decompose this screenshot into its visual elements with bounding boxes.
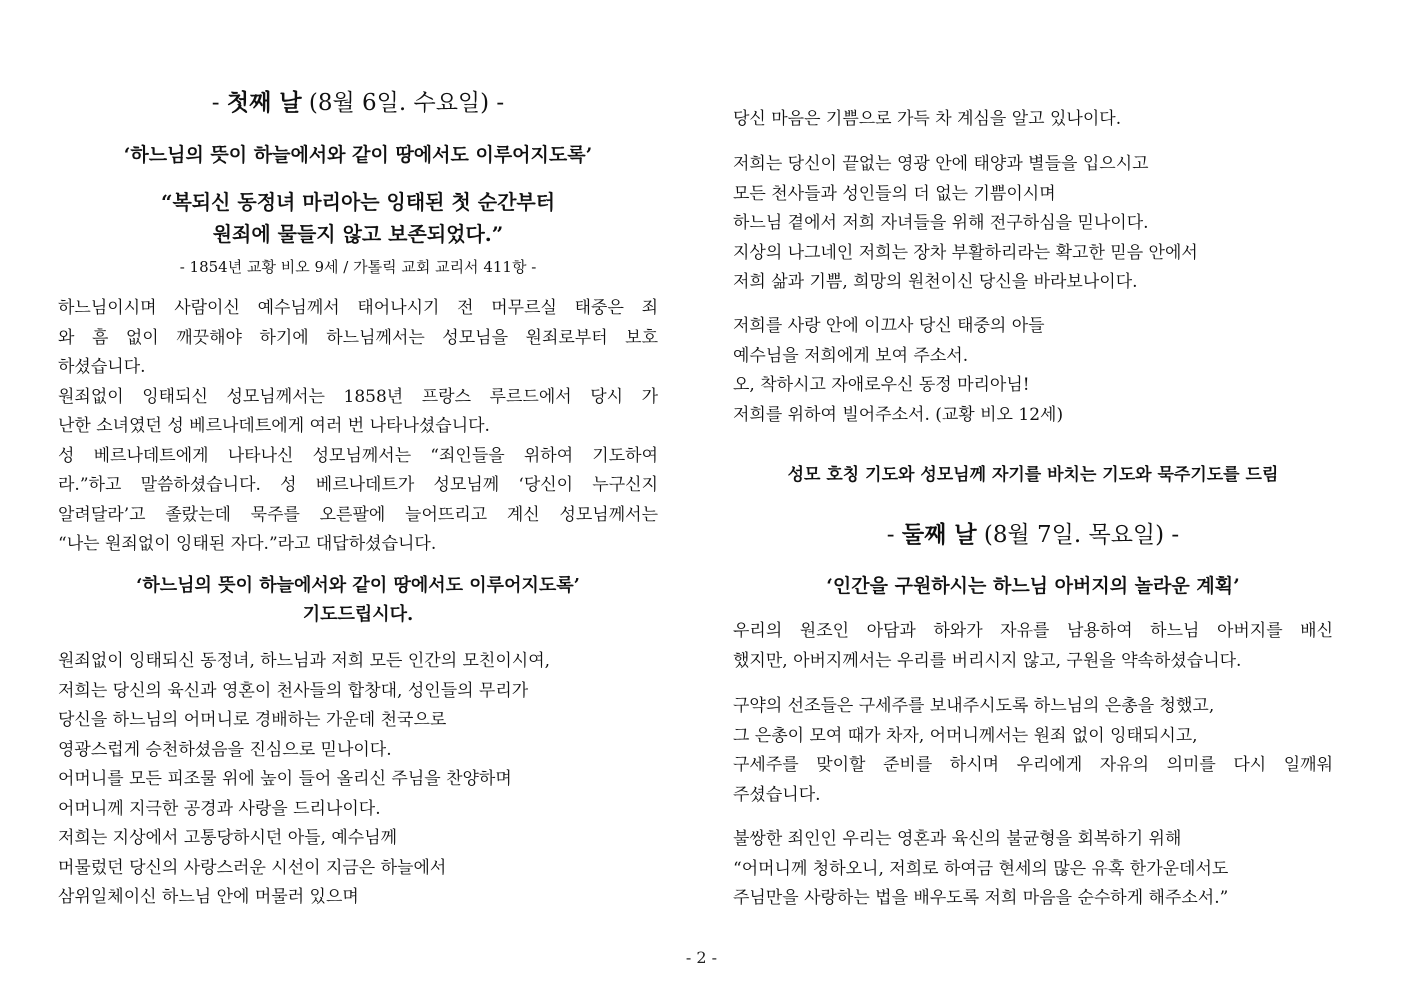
day1-heading-title: 첫째 날 <box>226 89 302 116</box>
intro-line: 하느님이시며 사람이신 예수님께서 태어나시기 전 머무르실 태중은 죄 <box>58 298 658 318</box>
day2-heading-prefix: - <box>886 522 902 548</box>
prayer-instruction: 성모 호칭 기도와 성모님께 자기를 바치는 기도와 묵주기도를 드림 <box>787 465 1279 485</box>
intro-line: 하셨습니다. <box>58 357 146 377</box>
paragraph-line: 주셨습니다. <box>733 784 821 805</box>
paragraph-line: 했지만, 아버지께서는 우리를 버리시지 않고, 구원을 약속하셨습니다. <box>733 650 1242 671</box>
prayer-line: 저희는 당신의 육신과 영혼이 천사들의 합창대, 성인들의 무리가 <box>58 680 529 701</box>
prayer-line: 당신을 하느님의 어머니로 경배하는 가운데 천국으로 <box>58 710 447 730</box>
day1-quote-line2: 원죄에 물들지 않고 보존되었다.” <box>212 222 504 246</box>
intro-line: 와 흠 없이 깨끗해야 하기에 하느님께서는 성모님을 원죄로부터 보호 <box>58 327 658 348</box>
page-number: - 2 - <box>685 948 718 967</box>
paragraph-line: 저희를 위하여 빌어주소서. (교황 비오 12세) <box>733 404 1064 425</box>
paragraph-line: 모든 천사들과 성인들의 더 없는 기쁨이시며 <box>733 183 1056 204</box>
prayer-line: 영광스럽게 승천하셨음을 진심으로 믿나이다. <box>58 739 392 760</box>
prayer-line: 머물렀던 당신의 사랑스러운 시선이 지금은 하늘에서 <box>58 857 447 878</box>
day1-quote-line1: “복되신 동정녀 마리아는 잉태된 첫 순간부터 <box>160 190 556 214</box>
right-paragraph-5 <box>733 825 1333 914</box>
paragraph-line: 예수님을 저희에게 보여 주소서. <box>733 345 969 366</box>
paragraph-line: 구세주를 맞이할 준비를 하시며 우리에게 자유의 의미를 다시 일깨워 <box>733 755 1333 775</box>
intro-line: 성 베르나데트에게 나타나신 성모님께서는 “죄인들을 위하여 기도하여 <box>58 445 658 466</box>
prayer-line: 원죄없이 잉태되신 동정녀, 하느님과 저희 모든 인간의 모친이시여, <box>58 651 551 671</box>
paragraph-line: 불쌍한 죄인인 우리는 영혼과 육신의 불균형을 회복하기 위해 <box>733 829 1182 849</box>
day2-heading-title: 둘째 날 <box>901 521 977 548</box>
paragraph-line: 오, 착하시고 자애로우신 동정 마리아님! <box>733 375 1030 395</box>
intro-paragraph <box>58 294 658 560</box>
day1-quote-source: - 1854년 교황 비오 9세 / 가톨릭 교회 교리서 411항 - <box>179 258 537 276</box>
day1-theme: ‘하느님의 뜻이 하늘에서와 같이 땅에서도 이루어지도록’ <box>123 144 593 166</box>
right-paragraph-2 <box>733 312 1333 430</box>
paragraph-line: 주님만을 사랑하는 법을 배우도록 저희 마음을 순수하게 해주소서.” <box>733 888 1229 908</box>
day2-heading-date: (8월 7일. 목요일) - <box>976 522 1180 548</box>
intro-line: 라.”하고 말씀하셨습니다. 성 베르나데트가 성모님께 ‘당신이 누구신지 <box>58 475 658 495</box>
right-paragraph-3 <box>733 617 1333 676</box>
right-paragraph-1 <box>733 150 1333 298</box>
continued-line: 당신 마음은 기쁨으로 가득 차 계심을 알고 있나이다. <box>733 109 1122 129</box>
paragraph-line: 저희를 사랑 안에 이끄사 당신 태중의 아들 <box>733 316 1045 336</box>
paragraph-line: 하느님 곁에서 저희 자녀들을 위해 전구하심을 믿나이다. <box>733 213 1149 233</box>
intro-line: “나는 원죄없이 잉태된 자다.”라고 대답하셨습니다. <box>58 534 437 554</box>
intro-line: 난한 소녀였던 성 베르나데트에게 여러 번 나타나셨습니다. <box>58 416 490 436</box>
prayer-line: 삼위일체이신 하느님 안에 머물러 있으며 <box>58 887 359 907</box>
day2-heading <box>733 518 1333 552</box>
day2-theme: ‘인간을 구원하시는 하느님 아버지의 놀라운 계획’ <box>826 575 1240 597</box>
paragraph-line: “어머니께 청하오니, 저희로 하여금 현세의 많은 유혹 한가운데서도 <box>733 858 1229 879</box>
paragraph-line: 우리의 원조인 아담과 하와가 자유를 남용하여 하느님 아버지를 배신 <box>733 621 1333 641</box>
prayer-paragraph <box>58 647 658 913</box>
prayer-line: 어머니께 지극한 공경과 사랑을 드리나이다. <box>58 798 381 819</box>
prayer-title-line2: 기도드립시다. <box>302 604 414 625</box>
day1-heading-date: (8월 6일. 수요일) - <box>301 90 505 116</box>
day1-heading <box>58 86 658 120</box>
day1-heading-prefix: - <box>211 90 227 116</box>
paragraph-line: 지상의 나그네인 저희는 장차 부활하리라는 확고한 믿음 안에서 <box>733 242 1198 263</box>
prayer-title-line1: ‘하느님의 뜻이 하늘에서와 같이 땅에서도 이루어지도록’ <box>136 575 580 596</box>
paragraph-line: 그 은총이 모여 때가 차자, 어머니께서는 원죄 없이 잉태되시고, <box>733 725 1198 746</box>
right-paragraph-4 <box>733 692 1333 810</box>
intro-line: 알려달라’고 졸랐는데 묵주를 오른팔에 늘어뜨리고 계신 성모님께서는 <box>58 504 658 525</box>
paragraph-line: 저희는 당신이 끝없는 영광 안에 태양과 별들을 입으시고 <box>733 154 1149 174</box>
paragraph-line: 구약의 선조들은 구세주를 보내주시도록 하느님의 은총을 청했고, <box>733 696 1215 716</box>
prayer-line: 어머니를 모든 피조물 위에 높이 들어 올리신 주님을 찬양하며 <box>58 769 512 789</box>
intro-line: 원죄없이 잉태되신 성모님께서는 1858년 프랑스 루르드에서 당시 가 <box>58 386 658 407</box>
prayer-line: 저희는 지상에서 고통당하시던 아들, 예수님께 <box>58 828 398 848</box>
paragraph-line: 저희 삶과 기쁨, 희망의 원천이신 당신을 바라보나이다. <box>733 272 1138 292</box>
